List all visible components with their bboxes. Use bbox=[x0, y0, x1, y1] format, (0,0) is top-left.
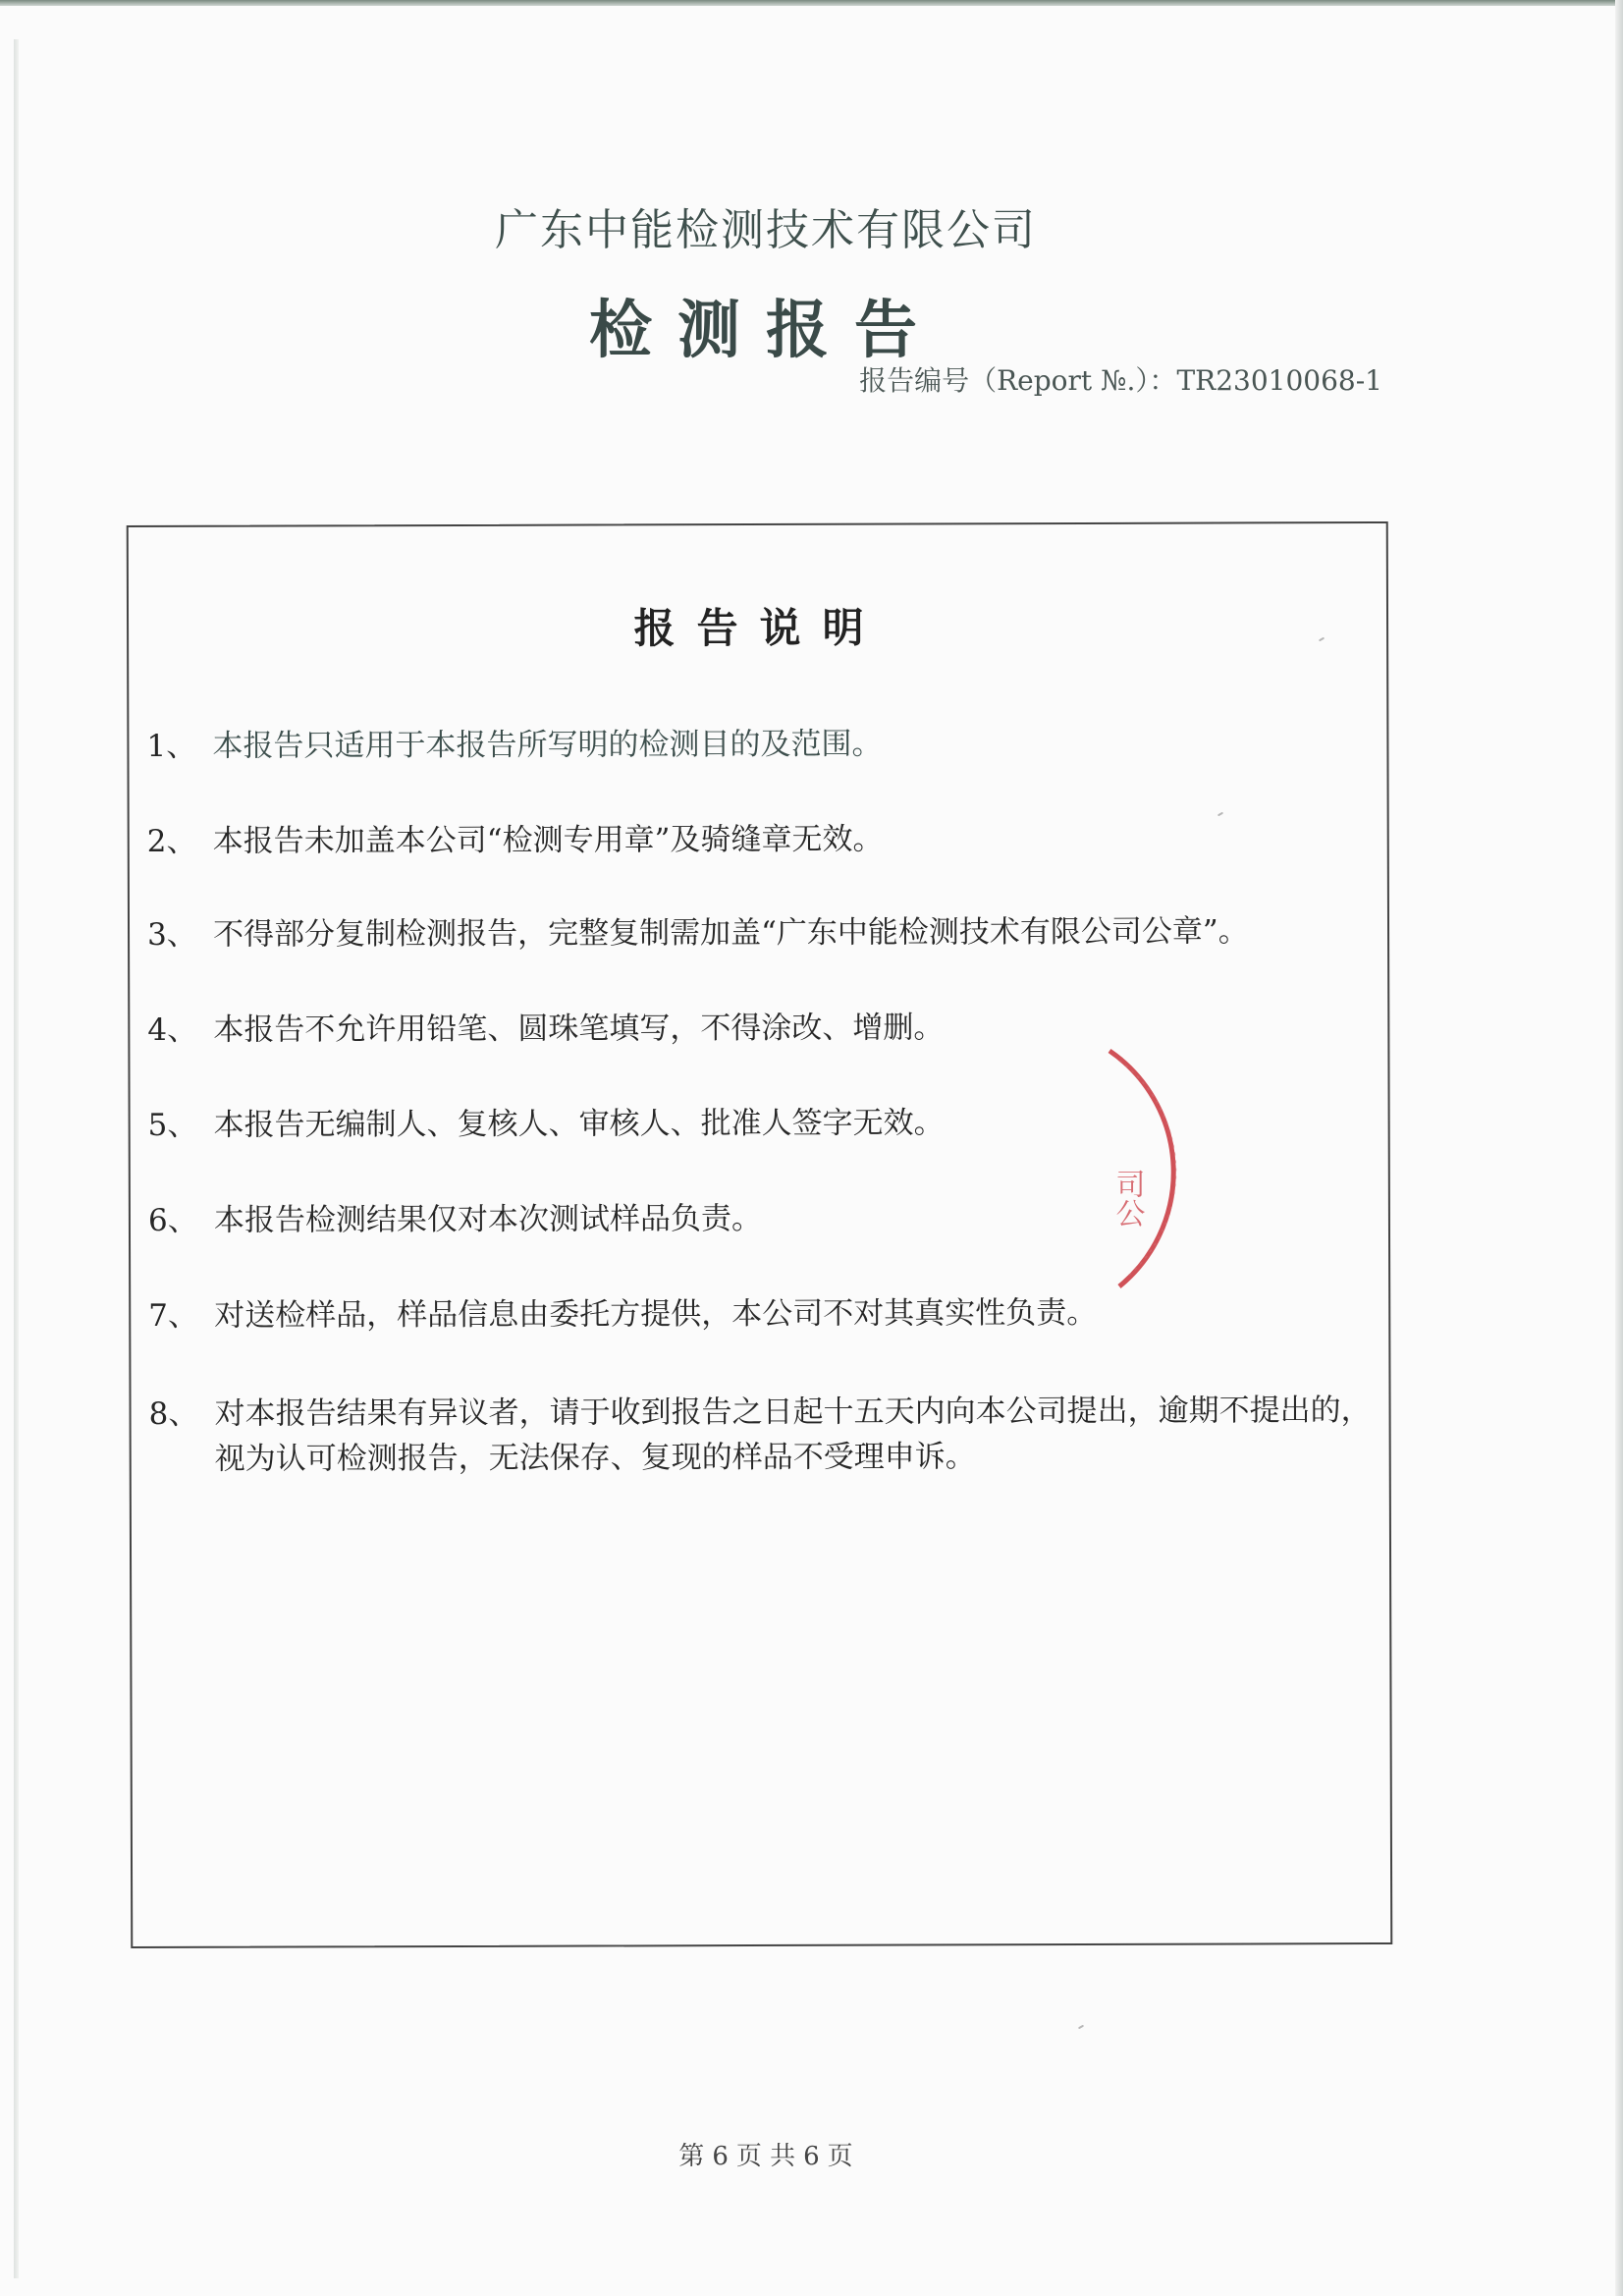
notice-item-number: 3、 bbox=[146, 916, 197, 953]
company-name: 广东中能检测技术有限公司 bbox=[495, 205, 1037, 255]
notice-list bbox=[129, 720, 1390, 1477]
notice-title: 报告说明 bbox=[633, 603, 886, 653]
notice-item bbox=[130, 815, 1391, 859]
notice-item bbox=[129, 720, 1390, 764]
notice-item bbox=[130, 908, 1391, 953]
document-title: 检测报告 bbox=[589, 294, 943, 367]
notice-item-number: 7、 bbox=[148, 1297, 199, 1334]
notice-item-number: 1、 bbox=[146, 728, 197, 764]
notice-item-text: 本报告不允许用铅笔、圆珠笔填写，不得涂改、增删。 bbox=[213, 1010, 945, 1048]
seal-text: 司公 bbox=[1109, 1169, 1145, 1228]
scan-speck bbox=[1078, 2025, 1084, 2030]
total-pages: 6 bbox=[803, 2142, 820, 2171]
notice-item-text: 对本报告结果有异议者，请于收到报告之日起十五天内向本公司提出，逾期不提出的，视为认可检测报告，无法保存、复现的样品不受理申诉。 bbox=[214, 1393, 1372, 1477]
red-seal-stamp bbox=[1080, 1031, 1222, 1306]
notice-item-text: 本报告只适用于本报告所写明的检测目的及范围。 bbox=[212, 726, 883, 764]
current-page: 6 bbox=[712, 2142, 729, 2171]
scan-edge-right bbox=[1615, 0, 1623, 2296]
notice-item-number: 6、 bbox=[147, 1202, 198, 1238]
notice-item-text: 本报告无编制人、复核人、审核人、批准人签字无效。 bbox=[213, 1105, 945, 1143]
footer-suffix: 页 bbox=[827, 2142, 853, 2171]
notice-item-number: 4、 bbox=[147, 1011, 198, 1048]
report-number-value: TR23010068-1 bbox=[1176, 364, 1382, 397]
scan-edge-top bbox=[0, 0, 1623, 6]
notice-item bbox=[130, 1004, 1391, 1048]
notice-item-number: 5、 bbox=[147, 1107, 198, 1143]
report-number-label: 报告编号（Report №.）： bbox=[859, 364, 1177, 397]
notice-item-text: 本报告未加盖本公司“检测专用章”及骑缝章无效。 bbox=[212, 821, 884, 859]
scan-edge-left bbox=[14, 39, 19, 2278]
notice-item-text: 不得部分复制检测报告，完整复制需加盖“广东中能检测技术有限公司公章”。 bbox=[212, 913, 1249, 953]
notice-item-number: 2、 bbox=[146, 823, 197, 859]
footer-prefix: 第 bbox=[678, 2142, 705, 2171]
notice-item-text: 对送检样品，样品信息由委托方提供，本公司不对其真实性负责。 bbox=[214, 1294, 1098, 1334]
page-footer bbox=[0, 2136, 1532, 2172]
notice-item-text: 本报告检测结果仅对本次测试样品负责。 bbox=[213, 1200, 763, 1238]
report-number bbox=[859, 359, 1382, 399]
notice-item bbox=[131, 1388, 1392, 1477]
notice-item-number: 8、 bbox=[148, 1395, 199, 1432]
footer-mid: 页 共 bbox=[735, 2142, 796, 2171]
